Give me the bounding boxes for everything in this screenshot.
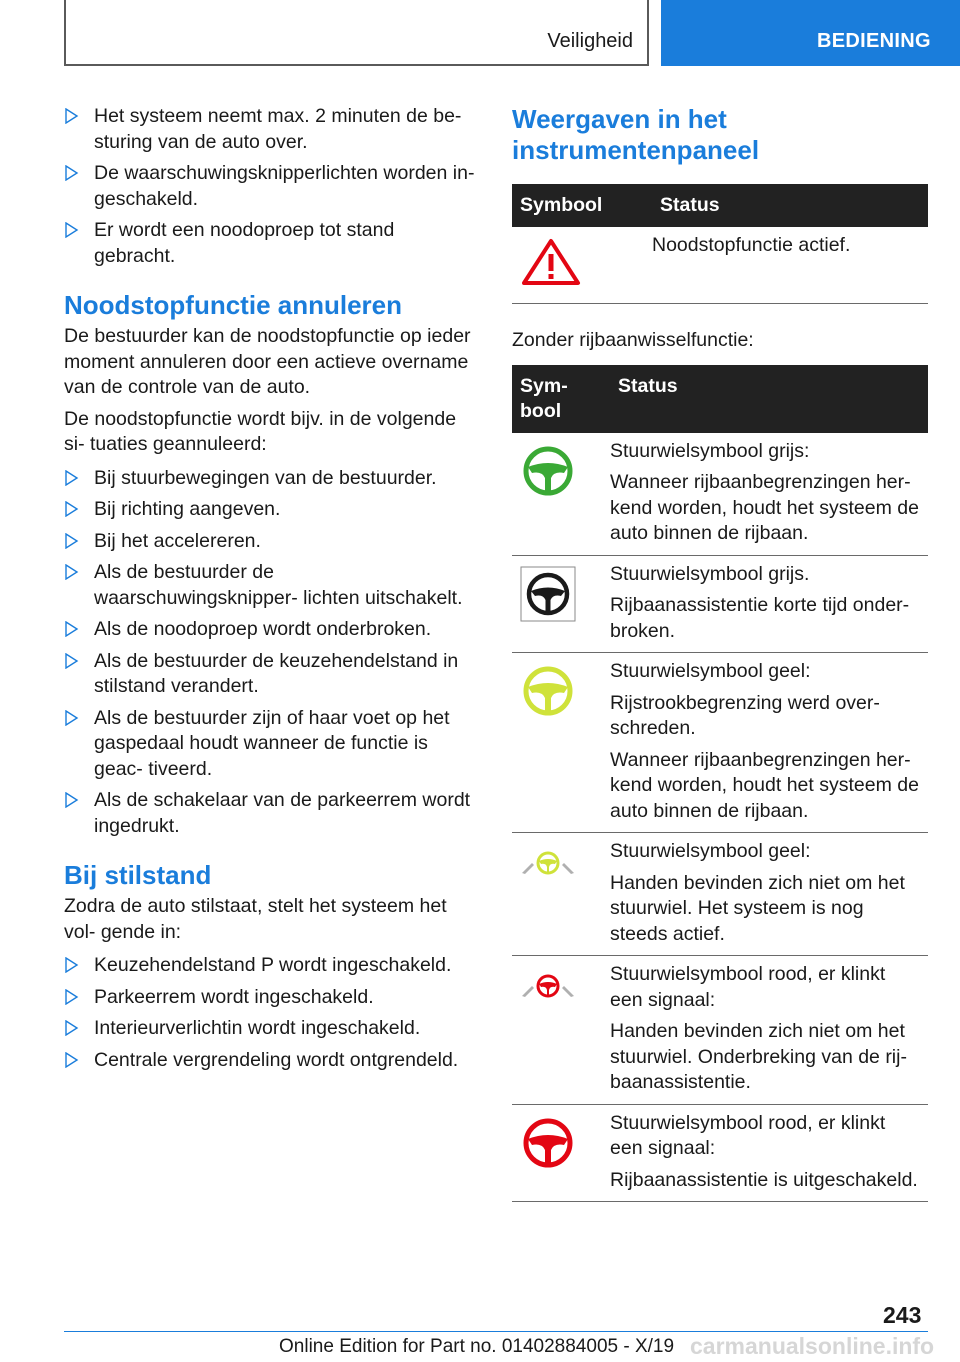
list-item (64, 560, 478, 611)
status-text: Rijbaanassistentie is uitgeschakeld. (610, 1168, 918, 1191)
list-item (64, 953, 478, 979)
steering-wheel-yellow-icon (520, 702, 576, 724)
section-heading-displays: Weergaven in het instrumentenpaneel (512, 104, 760, 165)
steering-wheel-yellow-lanes-icon (520, 866, 576, 888)
bullet-triangle-icon (65, 653, 79, 669)
table-cell-symbol (512, 227, 652, 303)
steering-wheel-red-lanes-icon (520, 989, 576, 1011)
list-item-text: Er wordt een noodoproep tot stand gebracht. (94, 219, 395, 267)
list-item (64, 649, 478, 700)
table-cell-status (610, 1104, 928, 1202)
paragraph: Zodra de auto stilstaat, stelt het systeem het vol- gende in: (64, 895, 447, 943)
table-cell-status (610, 433, 928, 556)
table-cell-symbol (512, 433, 610, 556)
table-header-symbol: Symbool (512, 184, 652, 227)
list-item (64, 788, 478, 839)
bullet-triangle-icon (65, 533, 79, 549)
list-item (64, 617, 478, 643)
list-item (64, 1016, 478, 1042)
table-cell-status (652, 227, 928, 303)
section-heading-cancel: Noodstopfunctie annuleren (64, 290, 402, 320)
steering-wheel-green-icon (520, 482, 576, 504)
list-item (64, 985, 478, 1011)
list-item (64, 497, 478, 523)
bullet-triangle-icon (65, 165, 79, 181)
table-cell-symbol (512, 653, 610, 833)
status-text: Stuurwielsymbool rood, er klinkt een signaal: (610, 1111, 886, 1159)
table-cell-status (610, 555, 928, 653)
right-column (512, 104, 928, 1202)
bullet-triangle-icon (65, 989, 79, 1005)
bullet-triangle-icon (65, 222, 79, 238)
table-row (512, 833, 928, 956)
header-section-title: Veiligheid (547, 30, 633, 52)
list-item (64, 706, 478, 783)
list-item-text: Als de bestuurder de waarschuwingsknipper- lichten uitschakelt. (94, 561, 463, 609)
bullet-triangle-icon (65, 1052, 79, 1068)
header-section-box (64, 0, 649, 66)
bullet-triangle-icon (65, 1020, 79, 1036)
table-caption: Zonder rijbaanwisselfunctie: (512, 328, 754, 351)
list-item-text: Bij richting aangeven. (94, 498, 281, 520)
status-text: Rijstrookbegrenzing werd over- schreden. (610, 691, 880, 739)
list-item-text: Parkeerrem wordt ingeschakeld. (94, 985, 374, 1008)
bullet-triangle-icon (65, 957, 79, 973)
list-item (64, 104, 478, 155)
list-item-text: Bij stuurbewegingen van de bestuurder. (94, 466, 437, 489)
table-header-status: Status (652, 184, 928, 227)
status-text: Stuurwielsymbool grijs. (610, 562, 810, 585)
table-row (512, 1104, 928, 1202)
cancel-list (64, 466, 478, 840)
left-column (64, 104, 478, 1079)
symbol-table-2 (512, 365, 928, 1203)
symbol-table-1 (512, 184, 928, 304)
list-item-text: De waarschuwingsknipperlichten worden in- geschakeld. (94, 162, 475, 210)
steering-wheel-grey-icon (520, 605, 576, 627)
table-header-symbol: Sym- bool (512, 365, 610, 433)
status-text: Handen bevinden zich niet om het stuurwiel. Onderbreking van de rij- baanassistentie. (610, 1020, 907, 1093)
table-row (512, 227, 928, 303)
paragraph: De noodstopfunctie wordt bijv. in de volgende si- tuaties geannuleerd: (64, 407, 457, 455)
table-cell-status (610, 653, 928, 833)
status-text: Rijbaanassistentie korte tijd onder- broken. (610, 594, 910, 642)
list-item-text: Als de bestuurder de keuzehendelstand in stilstand verandert. (94, 649, 459, 697)
table-cell-status (610, 833, 928, 956)
status-text: Stuurwielsymbool geel: (610, 840, 811, 862)
list-item-text: Centrale vergrendeling wordt ontgrendeld. (94, 1048, 459, 1071)
warning-triangle-icon (520, 270, 582, 292)
standstill-list (64, 953, 478, 1073)
steering-wheel-red-icon (520, 1154, 576, 1176)
bullet-triangle-icon (65, 621, 79, 637)
status-text: Stuurwielsymbool grijs: (610, 439, 810, 462)
page-number: 243 (883, 1302, 922, 1328)
section-heading-standstill: Bij stilstand (64, 860, 212, 890)
table-row (512, 956, 928, 1105)
table-cell-symbol (512, 555, 610, 653)
bullet-triangle-icon (65, 108, 79, 124)
list-item (64, 466, 478, 492)
bullet-triangle-icon (65, 501, 79, 517)
list-item-text: Keuzehendelstand P wordt ingeschakeld. (94, 954, 452, 976)
status-text: Stuurwielsymbool rood, er klinkt een signaal: (610, 963, 886, 1011)
bullet-triangle-icon (65, 564, 79, 580)
table-header-row (512, 365, 928, 433)
list-item (64, 161, 478, 212)
table-header-status: Status (610, 365, 928, 433)
bullet-triangle-icon (65, 470, 79, 486)
watermark: carmanualsonline.info (690, 1333, 935, 1359)
list-item (64, 1048, 478, 1074)
status-text: Wanneer rijbaanbegrenzingen her- kend worden, houdt het systeem de auto binnen de rijbaan. (610, 748, 919, 822)
table-row (512, 433, 928, 556)
table-cell-status (610, 956, 928, 1105)
list-item-text: Als de noodoproep wordt onderbroken. (94, 618, 432, 640)
header-chapter-tab (661, 0, 960, 66)
table-cell-symbol (512, 833, 610, 956)
bullet-triangle-icon (65, 710, 79, 726)
status-text: Handen bevinden zich niet om het stuurwiel. Het systeem is nog steeds actief. (610, 871, 905, 945)
paragraph: De bestuurder kan de noodstopfunctie op ieder moment annuleren door een actieve overname van de controle van de auto. (64, 325, 471, 398)
bullet-triangle-icon (65, 792, 79, 808)
status-text: Wanneer rijbaanbegrenzingen her- kend worden, houdt het systeem de auto binnen de rijbaan. (610, 471, 919, 544)
list-item (64, 529, 478, 555)
list-item-text: Het systeem neemt max. 2 minuten de be- sturing van de auto over. (94, 105, 462, 153)
table-row (512, 653, 928, 833)
header-chapter-label: BEDIENING (817, 30, 931, 52)
table-cell-symbol (512, 956, 610, 1105)
status-text: Noodstopfunctie actief. (652, 234, 851, 256)
list-item-text: Als de bestuurder zijn of haar voet op het gaspedaal houdt wanneer de functie is geac- tiveerd. (94, 706, 450, 780)
list-item (64, 218, 478, 269)
intro-list (64, 104, 478, 269)
status-text: Stuurwielsymbool geel: (610, 660, 811, 682)
list-item-text: Interieurverlichtin wordt ingeschakeld. (94, 1017, 421, 1039)
table-cell-symbol (512, 1104, 610, 1202)
table-header-row (512, 184, 928, 227)
footer-divider (64, 1331, 928, 1332)
table-row (512, 555, 928, 653)
list-item-text: Als de schakelaar van de parkeerrem wordt ingedrukt. (94, 789, 471, 837)
list-item-text: Bij het accelereren. (94, 529, 261, 552)
footer-edition: Online Edition for Part no. 01402884005 - X/19 (279, 1336, 675, 1357)
